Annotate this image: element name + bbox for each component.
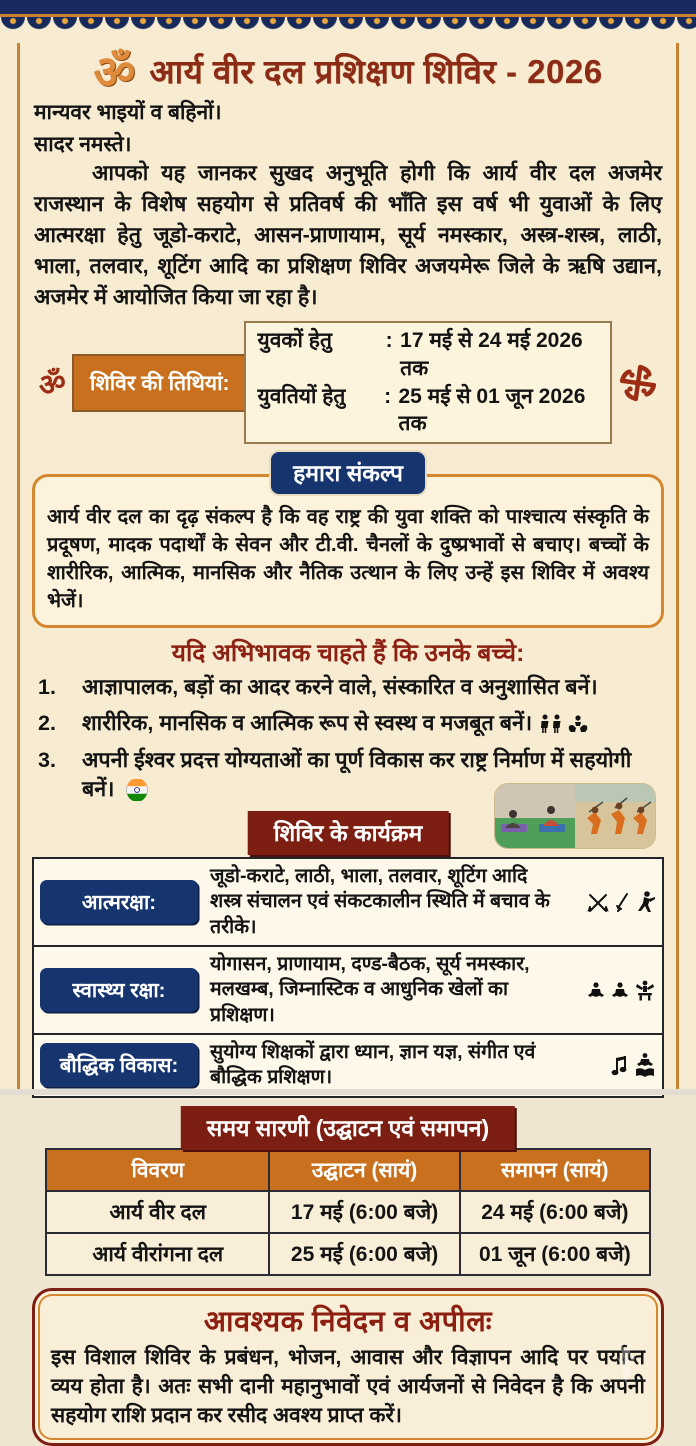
dates-group: युवकों हेतु [257, 329, 332, 353]
list-number: 1. [38, 675, 56, 700]
column-header: विवरण [46, 1149, 269, 1191]
camp-photo [494, 783, 656, 849]
music-note-icon [610, 1054, 630, 1078]
table-cell: 24 मई (6:00 बजे) [460, 1191, 650, 1233]
list-number: 3. [38, 747, 56, 772]
appeal-heading: आवश्यक निवेदन व अपीलः [203, 1305, 493, 1338]
table-row [33, 946, 663, 1034]
india-flag-icon [126, 779, 148, 801]
sankalp-text: आर्य वीर दल का दृढ़ संकल्प है कि वह राष्ट्र की युवा शक्ति को पाश्चात्य संस्कृति के प्रदूषण, मादक पदार्थों के सेवन और टी.वी. चैनलों के दुष्प्रभावों से बचाए। बच्चों के शारीरिक, आत्मिक, मानसिक और नैतिक उत्थान के लिए उन्हें इस शिविर में अवश्य भेजें। [47, 506, 649, 613]
program-text: सुयोग्य शिक्षकों द्वारा ध्यान, ज्ञान यज्ञ, संगीत एवं बौद्धिक प्रशिक्षण। [210, 1041, 536, 1089]
top-navy-bar [0, 0, 696, 14]
program-label: स्वास्थ्य रक्षा: [40, 968, 198, 1012]
table-row [46, 1233, 650, 1275]
crossed-swords-icon [586, 892, 610, 914]
page-title: आर्य वीर दल प्रशिक्षण शिविर - 2026 [149, 53, 603, 91]
yoga-photo [495, 784, 575, 848]
list-text: शारीरिक, मानसिक व आत्मिक रूप से स्वस्थ व मजबूत बनें। [82, 711, 533, 736]
table-row [33, 1034, 663, 1097]
greeting-line-1: मान्यवर भाइयों व बहिनों। [34, 101, 222, 124]
table-cell: 01 जून (6:00 बजे) [460, 1233, 650, 1275]
gymnast-icon [634, 979, 656, 1001]
appeal-box [32, 1288, 664, 1446]
schedule-header-row [32, 1106, 664, 1148]
swastika-icon [612, 363, 664, 403]
dates-separator: : [384, 384, 392, 408]
schedule-heading: समय सारणी (उद्घाटन एवं समापन) [181, 1106, 515, 1150]
karate-kick-icon [634, 890, 656, 914]
greeting-line-2: सादर नमस्ते। [34, 132, 132, 156]
camp-dates-values [244, 321, 612, 444]
caring-hands-icon [567, 714, 589, 734]
program-text: जूडो-कराटे, लाठी, भाला, तलवार, शूटिंग आदि शस्त्र संचालन एवं संकटकालीन स्थिति में बचाव के तरीके। [210, 865, 550, 938]
programs-heading: शिविर के कार्यक्रम [248, 811, 449, 855]
dates-group: युवतियों हेतु [257, 384, 346, 408]
table-row [33, 858, 663, 946]
column-header: समापन (सायं) [460, 1149, 650, 1191]
list-item [32, 709, 664, 738]
meditation-book-icon [634, 1052, 656, 1078]
list-number: 2. [38, 711, 56, 736]
list-item [32, 673, 664, 702]
martial-arts-photo [575, 784, 655, 848]
programs-header-row [32, 811, 664, 855]
table-cell: 25 मई (6:00 बजे) [269, 1233, 459, 1275]
meditation-icon [610, 981, 630, 1001]
sankalp-badge: हमारा संकल्प [269, 450, 427, 496]
people-pair-icon [538, 714, 564, 734]
camp-dates-row-girls [258, 383, 598, 438]
dates-value: 25 मई से 01 जून 2026 तक [398, 384, 586, 436]
header [32, 46, 664, 98]
table-cell: 17 मई (6:00 बजे) [269, 1191, 459, 1233]
program-text: योगासन, प्राणायाम, दण्ड-बैठक, सूर्य नमस्कार, मलखम्ब, जिम्नास्टिक व आधुनिक खेलों का प्रशिक्षण। [210, 953, 530, 1026]
om-icon: ॐ [35, 365, 70, 404]
scallop-border [0, 14, 696, 43]
table-row [46, 1191, 650, 1233]
om-icon: ॐ [93, 46, 136, 98]
list-text: आज्ञापालक, बड़ों का आदर करने वाले, संस्कारित व अनुशासित बनें। [82, 675, 598, 700]
table-cell: आर्य वीरांगना दल [46, 1233, 269, 1275]
dates-separator: : [385, 329, 393, 353]
bottom-strip [0, 1089, 696, 1095]
program-label: बौद्धिक विकास: [40, 1043, 198, 1087]
camp-dates-strip [32, 321, 664, 444]
intro-paragraph: आपको यह जानकर सुखद अनुभूति होगी कि आर्य वीर दल अजमेर राजस्थान के विशेष सहयोग से प्रतिवर्ष की भाँति इस वर्ष भी युवाओं के लिए आत्मरक्षा हेतु जूडो-कराटे, आसन-प्राणायाम, सूर्य नमस्कार, अस्त्र-शस्त्र, लाठी, भाला, तलवार, शूटिंग आदि का प्रशिक्षण शिविर अजयमेरू जिले के ऋषि उद्यान, अजमेर में आयोजित किया जा रहा है। [34, 161, 662, 310]
appeal-text: इस विशाल शिविर के प्रबंधन, भोजन, आवास और विज्ञापन आदि पर पर्याप्त व्यय होता है। अतः सभी दानी महानुभावों एवं आर्यजनों से निवेदन है कि अपनी सहयोग राशि प्रदान कर रसीद अवश्य प्राप्त करें। [51, 1345, 645, 1427]
sankalp-box [32, 474, 664, 628]
list-text: अपनी ईश्वर प्रदत्त योग्यताओं का पूर्ण विकास कर राष्ट्र निर्माण में सहयोगी बनें। [82, 747, 632, 801]
camp-dates-row-boys [258, 327, 598, 382]
programs-table [32, 857, 664, 1098]
page-frame [17, 43, 679, 1427]
down-arrow-watermark [609, 1343, 643, 1383]
dates-value: 17 मई से 24 मई 2026 तक [400, 329, 583, 380]
camp-dates-label: शिविर की तिथियां: [72, 354, 244, 412]
meditation-icon [586, 981, 606, 1001]
table-header-row [46, 1149, 650, 1191]
sword-icon [614, 892, 630, 914]
table-cell: आर्य वीर दल [46, 1191, 269, 1233]
column-header: उद्घाटन (सायं) [269, 1149, 459, 1191]
wishes-heading: यदि अभिभावक चाहते हैं कि उनके बच्चे: [171, 640, 525, 668]
program-label: आत्मरक्षा: [40, 880, 198, 924]
schedule-table [45, 1148, 651, 1276]
